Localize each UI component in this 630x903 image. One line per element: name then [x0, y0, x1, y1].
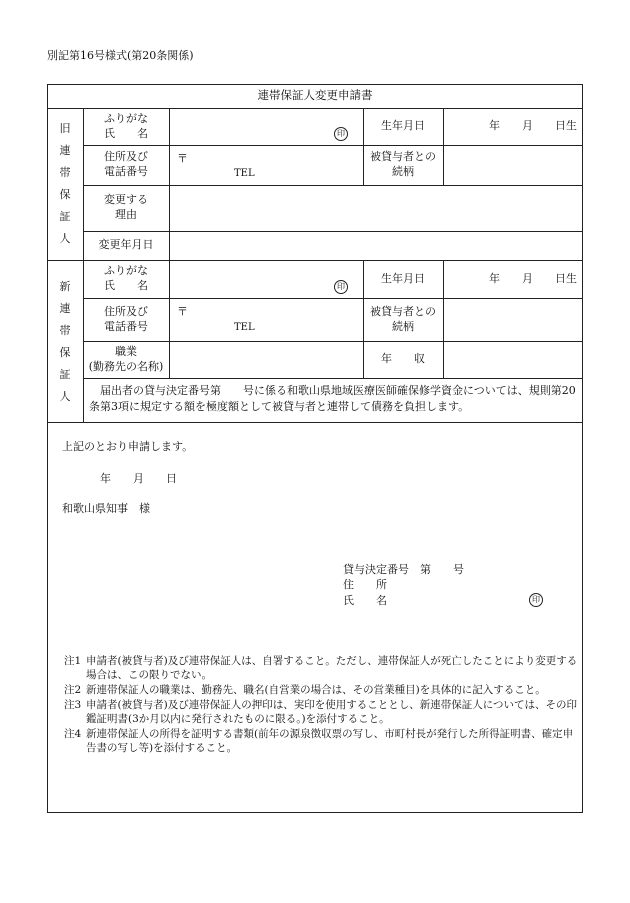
- job-label-line: 職業: [115, 344, 137, 358]
- new-relation-label: [363, 298, 443, 341]
- new-birth-label: 生年月日: [381, 271, 425, 285]
- guarantee-declaration: 届出者の貸与決定番号第 号に係る和歌山県地域医療医師確保修学資金については、規則第20条第3項に規定する額を極度額として被貸与者と連帯して債務を負担します。: [89, 384, 576, 413]
- tel-label: TEL: [234, 322, 255, 333]
- form-reference: 別記第16号様式(第20条関係): [47, 49, 194, 62]
- decision-number[interactable]: 貸与決定番号 第 号: [343, 563, 464, 576]
- income-field[interactable]: [444, 342, 582, 377]
- employer-label-line: (勤務先の名称): [88, 359, 164, 373]
- note-text: 申請者(被貸与者)及び連帯保証人は、自署すること。ただし、連帯保証人が死亡したことにより変更する場合は、この限りでない。: [86, 655, 578, 681]
- address-label-line: 住所及び: [104, 304, 148, 318]
- section-char: 連: [59, 144, 71, 157]
- relation-label-line: 続柄: [392, 165, 414, 178]
- relation-label-line: 被貸与者との: [370, 150, 436, 164]
- old-birth-label: 生年月日: [381, 119, 425, 133]
- section-char: 帯: [59, 166, 71, 179]
- application-statement: 上記のとおり申請します。: [62, 440, 194, 453]
- section-char: 連: [59, 301, 71, 315]
- note-label: 注2: [64, 684, 82, 696]
- note-text: 新連帯保証人の所得を証明する書類(前年の源泉徴収票の写し、市町村長が発行した所得証明書、確定申告書の写し等)を添付すること。: [86, 728, 574, 754]
- old-name-label: [83, 108, 169, 145]
- change-date-field[interactable]: [170, 232, 582, 259]
- new-address-field[interactable]: [170, 299, 362, 340]
- income-label: 年 収: [381, 352, 425, 366]
- section-char: 証: [59, 367, 71, 381]
- reason-label-line: 変更する: [104, 193, 148, 207]
- note-label: 注3: [64, 699, 82, 711]
- note-text: 新連帯保証人の職業は、勤務先、職名(自営業の場合は、その営業種目)を具体的に記入すること。: [86, 684, 546, 696]
- address-label-line: 住所及び: [104, 150, 148, 164]
- relation-label-line: 被貸与者との: [370, 304, 436, 318]
- old-guarantor-section-label: [47, 108, 83, 260]
- addressee: 和歌山県知事 様: [62, 502, 150, 515]
- old-address-label: [83, 145, 169, 185]
- new-address-label: [83, 298, 169, 341]
- job-field[interactable]: [170, 342, 362, 377]
- old-relation-label: [363, 145, 443, 185]
- section-char: 人: [59, 232, 71, 245]
- section-char: 人: [59, 389, 71, 403]
- note-item: [64, 727, 578, 755]
- new-name-label: [83, 260, 169, 298]
- section-char: 帯: [59, 323, 71, 337]
- postal-mark: 〒: [177, 305, 188, 318]
- change-date-label: 変更年月日: [98, 238, 154, 252]
- new-seal-icon: 印: [334, 280, 348, 294]
- postal-mark: 〒: [177, 152, 188, 165]
- old-reason-field[interactable]: [170, 186, 582, 230]
- old-birth-field[interactable]: 年 月 日生: [489, 119, 577, 133]
- form-title: 連帯保証人変更申請書: [257, 88, 373, 103]
- job-label: [83, 341, 169, 378]
- reason-label-line: 理由: [115, 208, 137, 221]
- old-name-field[interactable]: [170, 109, 362, 144]
- tel-label: TEL: [234, 168, 255, 179]
- section-char: 保: [59, 188, 71, 201]
- relation-label-line: 続柄: [392, 319, 414, 333]
- note-label: 注1: [64, 655, 82, 667]
- furigana-label: ふりがな: [104, 264, 148, 278]
- phone-label-line: 電話番号: [104, 165, 148, 178]
- name-label: 氏 名: [104, 126, 148, 140]
- application-date[interactable]: 年 月 日: [100, 472, 177, 485]
- old-seal-icon: 印: [334, 127, 348, 141]
- furigana-label: ふりがな: [104, 111, 148, 125]
- old-relation-field[interactable]: [444, 146, 582, 184]
- notes: [64, 654, 578, 756]
- section-char: 証: [59, 210, 71, 223]
- section-char: 保: [59, 345, 71, 359]
- new-birth-field[interactable]: 年 月 日生: [489, 271, 577, 285]
- old-address-field[interactable]: [170, 146, 362, 184]
- new-guarantor-section-label: [47, 260, 83, 423]
- note-item: [64, 683, 578, 697]
- applicant-address-label: 住 所: [343, 578, 387, 591]
- note-text: 申請者(被貸与者)及び連帯保証人の押印は、実印を使用することとし、新連帯保証人については、その印鑑証明書(3か月以内に発行されたものに限る。)を添付すること。: [86, 699, 577, 725]
- new-relation-field[interactable]: [444, 299, 582, 340]
- new-name-field[interactable]: [170, 261, 362, 297]
- old-reason-label: [83, 185, 169, 231]
- applicant-name-label: 氏 名: [343, 594, 387, 607]
- section-char: 新: [59, 279, 71, 293]
- section-char: 旧: [59, 122, 71, 135]
- name-label: 氏 名: [104, 279, 148, 292]
- note-item: [64, 698, 578, 726]
- note-label: 注4: [64, 728, 82, 740]
- applicant-seal-icon: 印: [529, 593, 543, 607]
- phone-label-line: 電話番号: [104, 319, 148, 333]
- note-item: [64, 654, 578, 682]
